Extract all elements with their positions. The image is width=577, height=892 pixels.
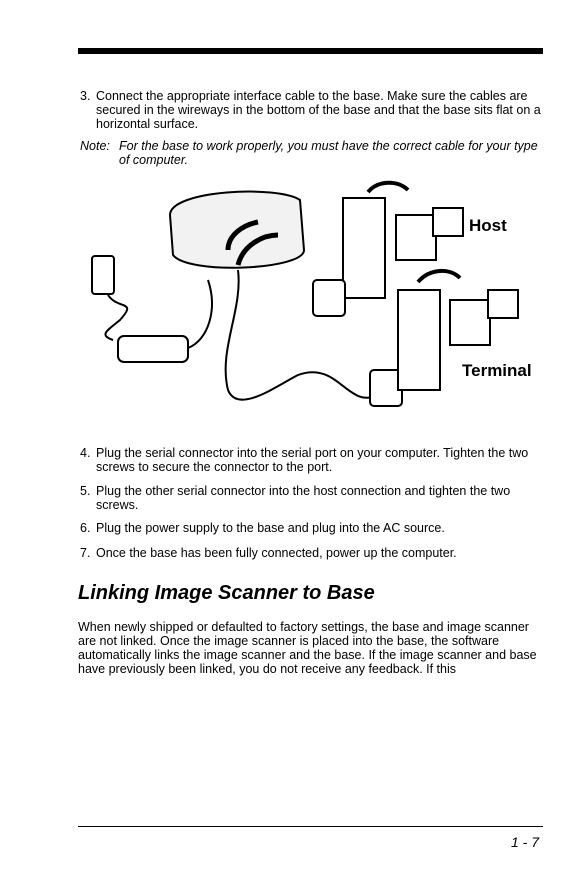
step-3 [80,89,542,131]
step-number: 3. [80,89,91,103]
step-text: Once the base has been fully connected, power up the computer. [96,546,457,560]
section-paragraph: When newly shipped or defaulted to factory settings, the base and image scanner are not linked. Once the image scanner is placed into the base, the software automatically links the image scanner and the base. If the image scanner and base have previously been linked, you do not receive any feedback. If this [78,620,537,676]
step-number: 4. [80,446,91,460]
step-text: Connect the appropriate interface cable to the base. Make sure the cables are secured in the wireways in the bottom of the base and that the base sits flat on a horizontal surface. [96,89,541,131]
step-4 [80,446,542,474]
connection-illustration [78,180,540,422]
note-text: For the base to work properly, you must have the correct cable for your type of computer. [119,139,538,167]
footer-rule [78,826,543,827]
step-text: Plug the other serial connector into the host connection and tighten the two screws. [96,484,511,512]
serial-connector-icon [313,280,345,316]
header-rule [78,48,543,54]
wall-outlet-icon [92,256,114,294]
section-heading: Linking Image Scanner to Base [78,582,375,604]
note [80,139,542,167]
terminal-computer-icon [450,300,490,345]
step-number: 5. [80,484,91,498]
step-7 [80,546,542,560]
host-port-panel-icon [343,198,385,298]
page-number: 1 - 7 [510,834,539,850]
step-5 [80,484,542,512]
step-text: Plug the serial connector into the serial port on your computer. Tighten the two screws to secure the connector to the port. [96,446,529,474]
step-number: 7. [80,546,91,560]
note-label: Note: [80,139,110,153]
step-6 [80,521,542,535]
host-computer-icon [396,215,436,260]
terminal-port-panel-icon [398,290,440,390]
host-label: Host [469,216,507,235]
step-text: Plug the power supply to the base and plug into the AC source. [96,521,445,535]
power-adapter-icon [118,336,188,362]
step-number: 6. [80,521,91,535]
terminal-label: Terminal [462,361,532,380]
